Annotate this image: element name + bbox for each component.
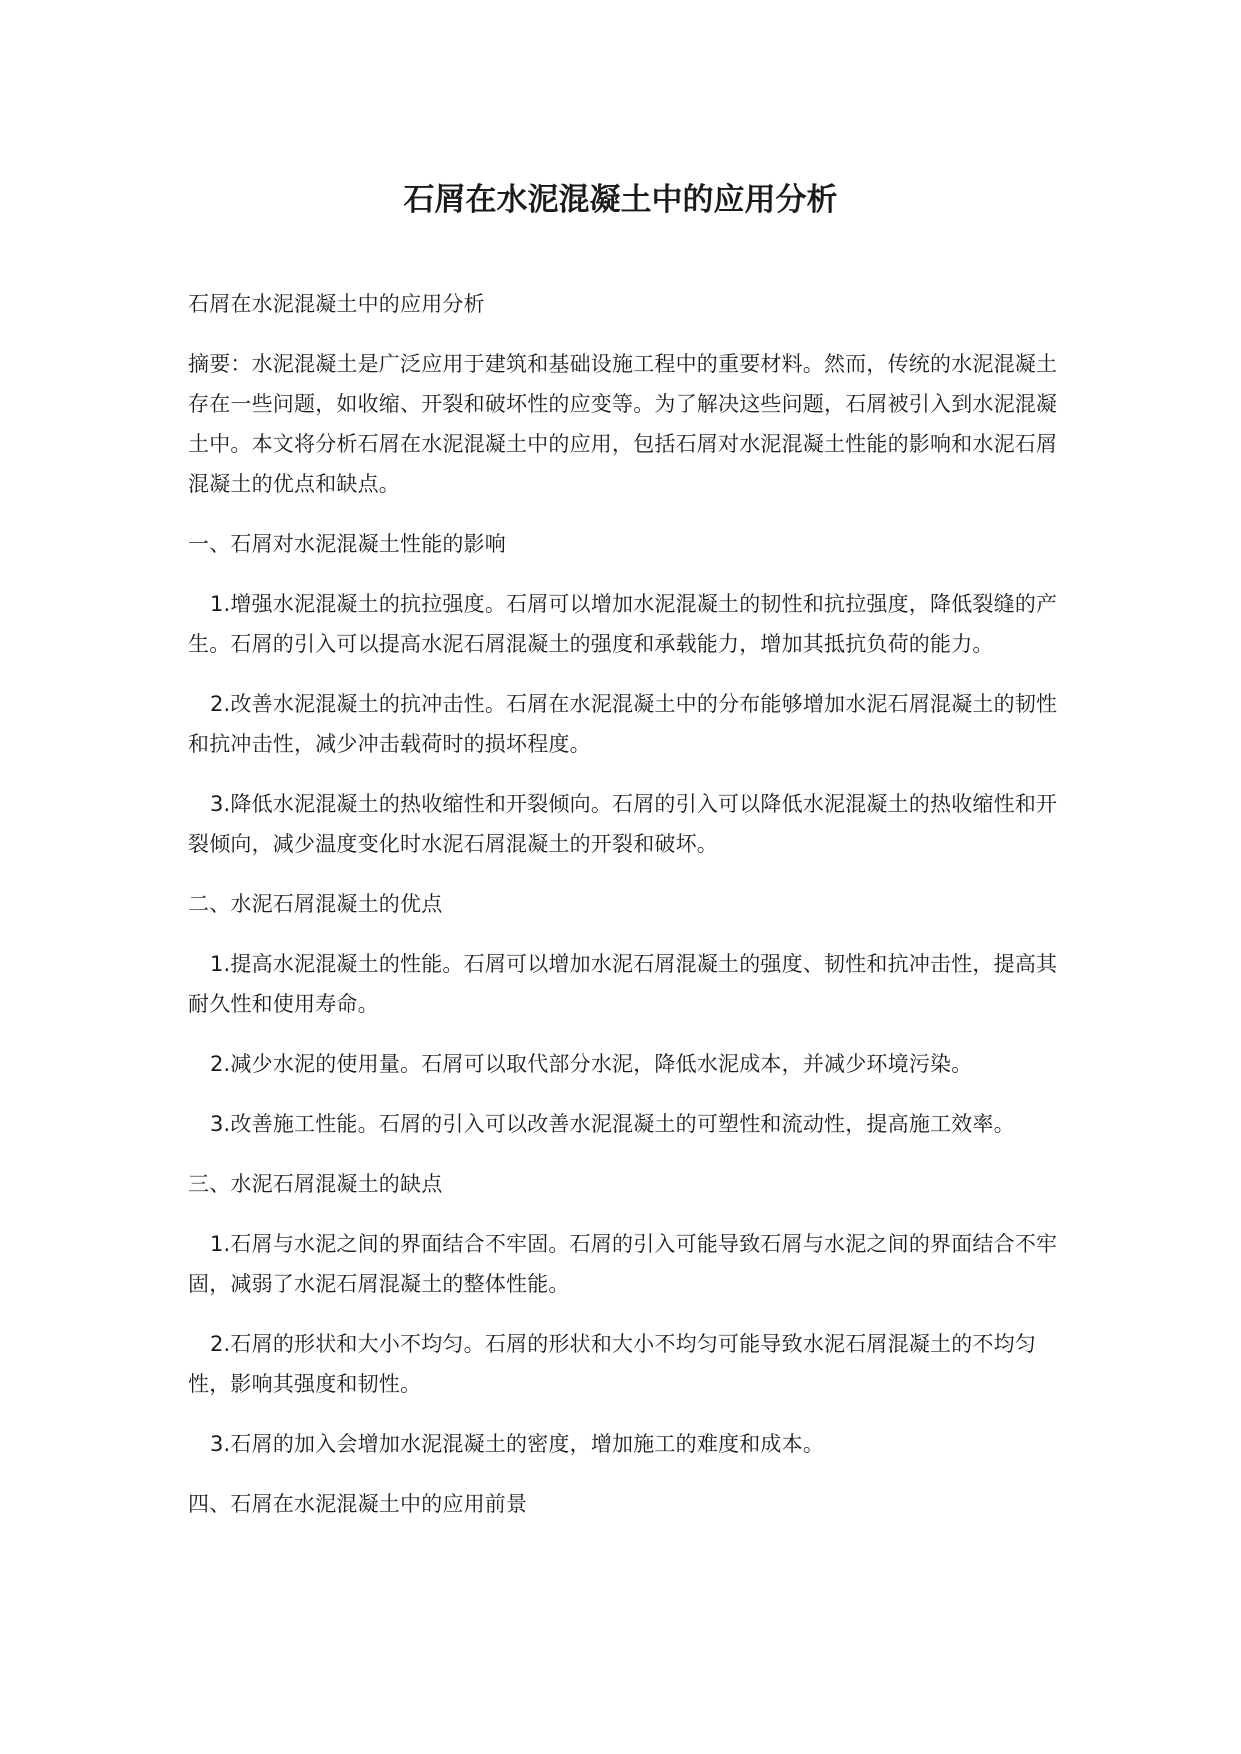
section-1-item-2: 2.改善水泥混凝土的抗冲击性。石屑在水泥混凝土中的分布能够增加水泥石屑混凝土的韧性和抗冲击性，减少冲击载荷时的损坏程度。	[188, 692, 1058, 756]
section-1-item-3: 3.降低水泥混凝土的热收缩性和开裂倾向。石屑的引入可以降低水泥混凝土的热收缩性和开裂倾向，减少温度变化时水泥石屑混凝土的开裂和破坏。	[188, 792, 1058, 856]
section-heading-2: 二、水泥石屑混凝土的优点	[188, 892, 443, 916]
section-heading-3: 三、水泥石屑混凝土的缺点	[188, 1172, 443, 1196]
section-3-item-1: 1.石屑与水泥之间的界面结合不牢固。石屑的引入可能导致石屑与水泥之间的界面结合不牢固，减弱了水泥石屑混凝土的整体性能。	[188, 1232, 1058, 1296]
abstract-paragraph: 摘要：水泥混凝土是广泛应用于建筑和基础设施工程中的重要材料。然而，传统的水泥混凝土存在一些问题，如收缩、开裂和破坏性的应变等。为了解决这些问题，石屑被引入到水泥混凝土中。本文将分析石屑在水泥混凝土中的应用，包括石屑对水泥混凝土性能的影响和水泥石屑混凝土的优点和缺点。	[188, 352, 1058, 496]
section-3-item-2: 2.石屑的形状和大小不均匀。石屑的形状和大小不均匀可能导致水泥石屑混凝土的不均匀性，影响其强度和韧性。	[188, 1332, 1037, 1396]
section-3-item-3: 3.石屑的加入会增加水泥混凝土的密度，增加施工的难度和成本。	[210, 1432, 825, 1456]
section-2-item-3: 3.改善施工性能。石屑的引入可以改善水泥混凝土的可塑性和流动性，提高施工效率。	[210, 1112, 1015, 1136]
document-title: 石屑在水泥混凝土中的应用分析	[403, 182, 838, 218]
section-heading-4: 四、石屑在水泥混凝土中的应用前景	[188, 1492, 528, 1516]
section-heading-1: 一、石屑对水泥混凝土性能的影响	[188, 532, 506, 556]
section-2-item-2: 2.减少水泥的使用量。石屑可以取代部分水泥，降低水泥成本，并减少环境污染。	[210, 1052, 973, 1076]
section-2-item-1: 1.提高水泥混凝土的性能。石屑可以增加水泥石屑混凝土的强度、韧性和抗冲击性，提高其耐久性和使用寿命。	[188, 952, 1058, 1016]
document-subtitle: 石屑在水泥混凝土中的应用分析	[188, 292, 485, 316]
document-body	[188, 284, 1068, 1544]
section-1-item-1: 1.增强水泥混凝土的抗拉强度。石屑可以增加水泥混凝土的韧性和抗拉强度，降低裂缝的产生。石屑的引入可以提高水泥石屑混凝土的强度和承载能力，增加其抵抗负荷的能力。	[188, 592, 1058, 656]
